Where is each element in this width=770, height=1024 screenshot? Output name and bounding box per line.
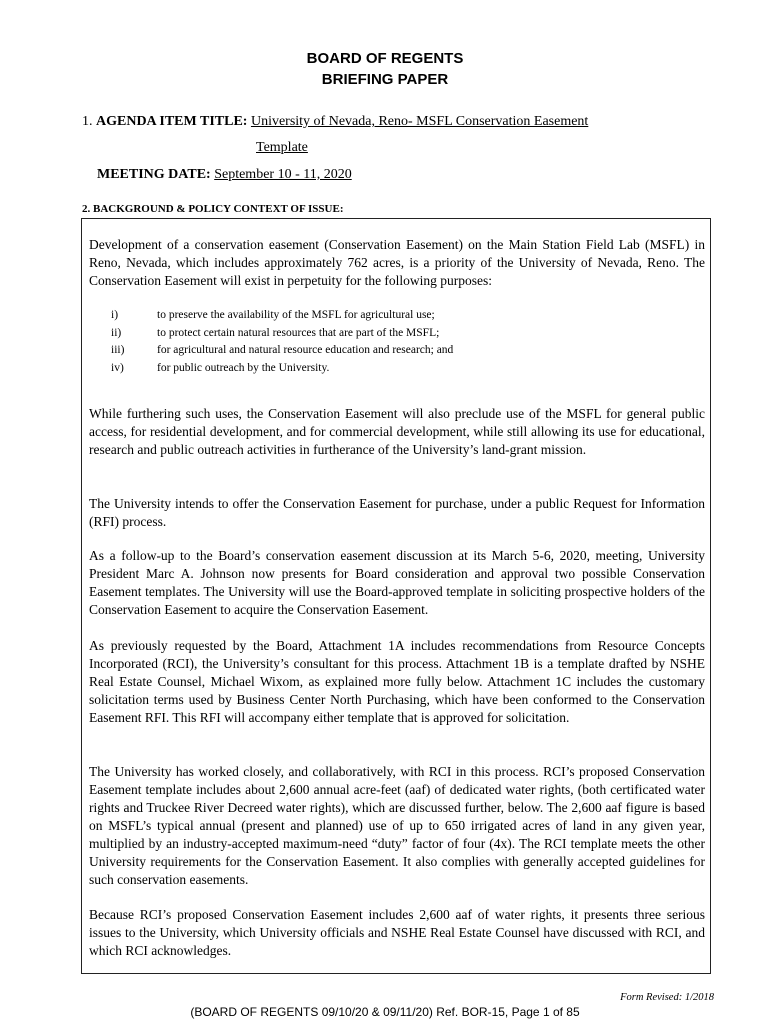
paragraph: The University intends to offer the Conservation Easement for purchase, under a public Request for Information (RFI) process. [89,496,705,529]
meeting-date-value: September 10 - 11, 2020 [214,167,352,182]
list-item [111,325,453,343]
list-item-number: ii) [111,326,122,339]
meeting-date [97,167,352,183]
section-heading: 2. BACKGROUND & POLICY CONTEXT OF ISSUE: [82,203,344,215]
purposes-list [111,307,453,377]
page-footer: (BOARD OF REGENTS 09/10/20 & 09/11/20) Ref. BOR-15, Page 1 of 85 [190,1005,580,1019]
form-revised-note: Form Revised: 1/2018 [620,992,714,1003]
agenda-label: AGENDA ITEM TITLE: [96,114,248,129]
list-item [111,307,453,325]
page-title: BOARD OF REGENTS [306,50,464,67]
agenda-item-title [82,114,588,130]
list-item-text: for agricultural and natural resource education and research; and [157,344,454,356]
paragraph: As a follow-up to the Board’s conservation easement discussion at its March 5-6, 2020, meeting, University President Marc A. Johnson now presents for Board consideration and approval two possible Conservation Easement templates. The University will use the Board-approved template in soliciting prospective holders of the Conservation Easement to acquire the Conservation Easement. [89,548,705,617]
list-item-number: iii) [111,344,125,356]
page-subtitle: BRIEFING PAPER [321,71,449,88]
paragraph: As previously requested by the Board, Attachment 1A includes recommendations from Resource Concepts Incorporated (RCI), the University’s consultant for this process. Attachment 1B is a template drafted by NSHE Real Estate Counsel, Michael Wixom, as explained more fully below. Attachment 1C includes the customary solicitation terms used by Business Center North Purchasing, which have been conformed to the Conservation Easement RFI. This RFI will accompany either template that is approved for solicitation. [89,638,705,725]
agenda-number: 1. [82,114,93,129]
list-item [111,342,453,360]
agenda-value-line1: University of Nevada, Reno- MSFL Conservation Easement [250,114,589,129]
paragraph: While furthering such uses, the Conservation Easement will also preclude use of the MSFL for general public access, for residential development, and for commercial development, while still allowing its use for educational, research and public outreach activities in furtherance of the University’s land-grant mission. [89,406,705,457]
agenda-value-line2: Template [256,140,308,155]
list-item-text: for public outreach by the University. [157,361,330,374]
list-item-number: i) [111,309,119,321]
paragraph: Because RCI’s proposed Conservation Easement includes 2,600 aaf of water rights, it presents three serious issues to the University, which University officials and NSHE Real Estate Counsel have discussed with RCI, and which RCI acknowledges. [89,907,705,958]
paragraph: The University has worked closely, and collaboratively, with RCI in this process. RCI’s proposed Conservation Easement template includes about 2,600 annual acre-feet (aaf) of dedicated water rights, (both certificated water rights and Truckee River Decreed water rights), which are discussed further, below. The 2,600 aaf figure is based on MSFL’s typical annual (present and planned) use of up to 650 irrigated acres of land in any given year, multiplied by an industry-accepted maximum-need “duty” factor of four (4x). The RCI template meets the other University requirements for the Conservation Easement. It also complies with generally accepted guidelines for such conservation easements. [89,764,705,887]
paragraph: Development of a conservation easement (Conservation Easement) on the Main Station Field Lab (MSFL) in Reno, Nevada, which includes approximately 762 acres, is a priority of the University of Nevada, Reno. The Conservation Easement will exist in perpetuity for the following purposes: [89,237,705,288]
list-item-text: to protect certain natural resources that are part of the MSFL; [157,326,440,339]
list-item [111,360,453,378]
list-item-number: iv) [111,361,124,374]
list-item-text: to preserve the availability of the MSFL for agricultural use; [157,309,435,321]
meeting-date-label: MEETING DATE: [97,167,211,182]
